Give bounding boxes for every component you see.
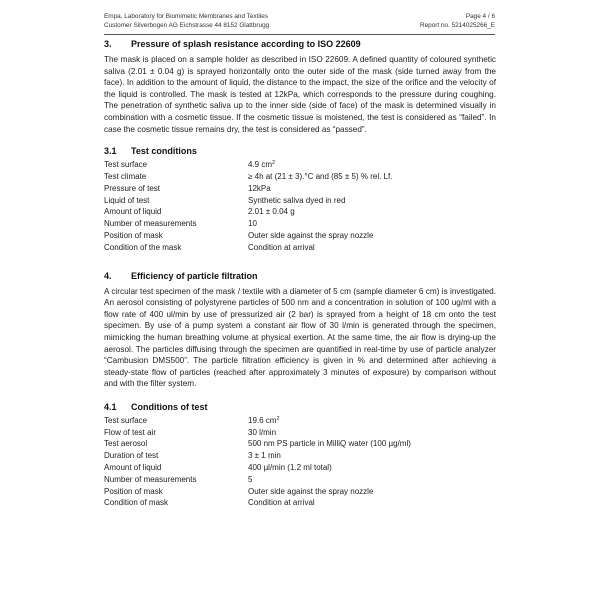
test-conditions-table <box>104 415 411 509</box>
row-value: 12kPa <box>248 183 271 193</box>
row-label: Duration of test <box>104 451 159 461</box>
table-row <box>104 218 392 230</box>
section-title: Conditions of test <box>131 401 208 412</box>
row-value: 30 l/min <box>248 427 277 437</box>
row-label: Position of mask <box>104 486 163 496</box>
test-conditions-table <box>104 159 392 253</box>
value-superscript: 2 <box>276 415 280 422</box>
row-label: Position of mask <box>104 230 163 240</box>
row-label: Liquid of test <box>104 195 150 205</box>
row-value: 2.01 ± 0.04 g <box>248 207 295 217</box>
header-divider <box>104 34 495 35</box>
row-value <box>248 415 411 427</box>
table-row <box>104 474 411 486</box>
row-label: Test surface <box>104 160 148 170</box>
section-number: 3. <box>104 39 112 49</box>
section-4-1-heading <box>104 401 496 413</box>
section-3-heading <box>104 38 496 50</box>
row-value: Synthetic saliva dyed in red <box>248 195 346 205</box>
value-text: 19.6 cm <box>248 415 277 425</box>
table-row <box>104 159 392 171</box>
table-row <box>104 195 392 207</box>
table-row <box>104 450 411 462</box>
header-customer: Customer Silverbogen AG Eichstrasse 44 8152 Glattbrugg <box>104 22 270 29</box>
row-value: ≥ 4h at (21 ± 3).°C and (85 ± 5) % rel. Lf. <box>248 171 393 181</box>
header-report-number: Report no. 5214025266_E <box>420 22 495 29</box>
row-value <box>248 159 392 171</box>
page-header <box>104 12 495 30</box>
section-3-paragraph: The mask is placed on a sample holder as described in ISO 22609. A defined quantity of coloured synthetic saliva (2.01 ± 0.04 g) is sprayed horizontally onto the outer side of the mask (side turned away from the face). In addition to the amount of liquid, the distance to the impact, the size of the orifice and the velocity of the liquid is controlled. The mask is tested at 12kPa, which corresponds to the pressure during coughing. The penetration of synthetic saliva up to the inner side (side of face) of the mask is determined visually in combination with a cosmetic tissue. If the cosmetic tissue is moistened, the test is considered as “failed”. In case the cosmetic tissue remains dry, the test is considered as “passed”. <box>104 55 496 134</box>
section-title: Pressure of splash resistance according to ISO 22609 <box>131 39 361 49</box>
table-row <box>104 206 392 218</box>
row-value: 400 µl/min (1.2 ml total) <box>248 463 332 473</box>
table-row <box>104 486 411 498</box>
row-label: Pressure of test <box>104 183 161 193</box>
table-row <box>104 230 392 242</box>
section-number: 3.1 <box>104 146 117 157</box>
section-title: Efficiency of particle filtration <box>131 270 258 281</box>
row-value: 500 nm PS particle in MilliQ water (100 µg/ml) <box>248 439 411 449</box>
row-value: Condition at arrival <box>248 498 315 508</box>
row-label: Test climate <box>104 171 147 181</box>
section-number: 4.1 <box>104 401 117 412</box>
row-label: Flow of test air <box>104 427 157 437</box>
row-value: Outer side against the spray nozzle <box>248 486 374 496</box>
row-value: Outer side against the spray nozzle <box>248 230 374 240</box>
value-superscript: 2 <box>272 160 276 167</box>
row-value: 3 ± 1 min <box>248 451 281 461</box>
row-value: Condition at arrival <box>248 242 315 252</box>
table-row <box>104 242 392 254</box>
row-label: Test surface <box>104 415 148 425</box>
section-number: 4. <box>104 270 112 281</box>
table-row <box>104 497 411 509</box>
value-text: 4.9 cm <box>248 160 273 170</box>
table-row <box>104 427 411 439</box>
row-label: Condition of the mask <box>104 242 182 252</box>
row-label: Test aerosol <box>104 439 148 449</box>
header-page-number: Page 4 / 6 <box>465 13 495 20</box>
section-title: Test conditions <box>131 146 197 157</box>
table-row <box>104 415 411 427</box>
row-label: Number of measurements <box>104 474 197 484</box>
header-organization: Empa, Laboratory for Biomimetic Membranes and Textiles <box>104 13 268 20</box>
table-row <box>104 183 392 195</box>
row-value: 5 <box>248 474 253 484</box>
row-label: Number of measurements <box>104 219 197 229</box>
section-4-heading <box>104 270 496 282</box>
row-label: Condition of mask <box>104 498 169 508</box>
row-label: Amount of liquid <box>104 207 162 217</box>
table-row <box>104 462 411 474</box>
table-row <box>104 171 392 183</box>
table-row <box>104 438 411 450</box>
row-label: Amount of liquid <box>104 463 162 473</box>
page-content <box>104 38 496 509</box>
row-value: 10 <box>248 219 257 229</box>
section-4-paragraph: A circular test specimen of the mask / textile with a diameter of 5 cm (sample diameter 6 cm) is investigated. An aerosol consisting of polystyrene particles of 500 nm and a concentration in solution of 100 ug/ml with a flow rate of 400 ul/min by use of pressurized air (2 bar) is sprayed from a height of 18 cm onto the test specimen. By use of a pump system a constant air flow of 30 l/min is generated through the specimen, mimicking the human breathing volume at physical exertion. At the same time, the air flow is drying-up the aerosol. The particles diffusing through the specimen are quantified in real-time by use of particle analyzer “Cambusion DMS500”. The particle filtration efficiency is given in % and determined after achieving a steady-state flow of particles (reached after approximately 3 minutes of exposure) by comparison without and with the filter system. <box>104 286 496 389</box>
section-3-1-heading <box>104 145 496 157</box>
